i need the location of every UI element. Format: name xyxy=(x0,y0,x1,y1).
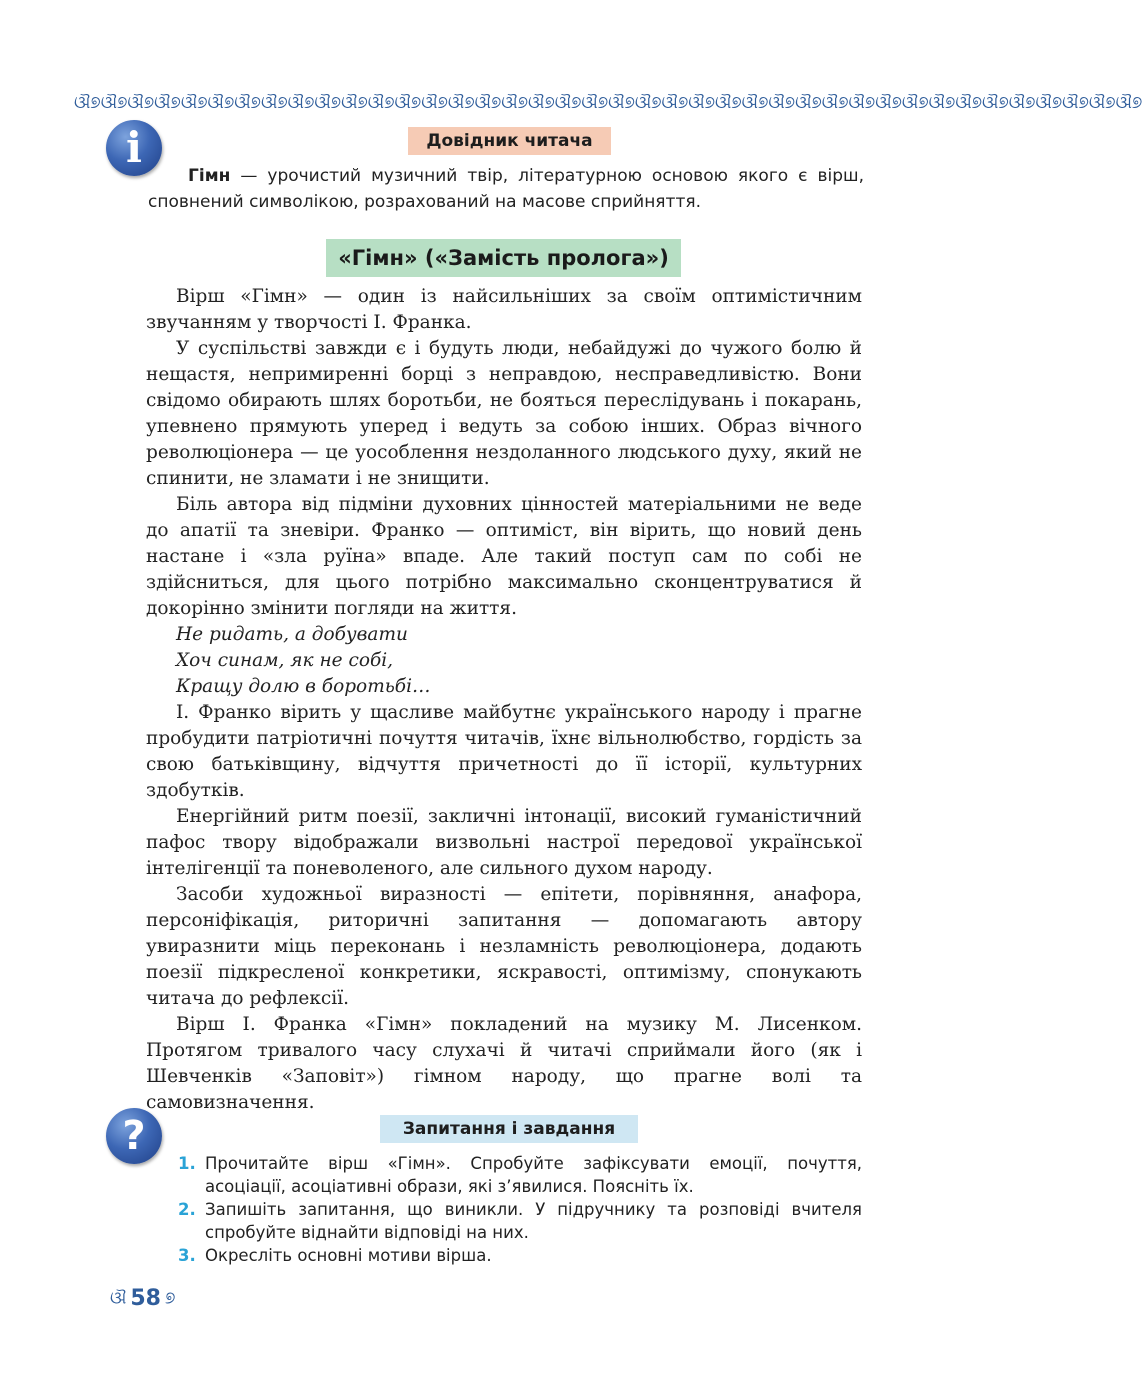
page-number-value: 58 xyxy=(130,1286,161,1311)
verse-line: Кращу долю в боротьбі… xyxy=(176,676,431,697)
page-number xyxy=(110,1286,175,1316)
reader-reference-label: Довідник читача xyxy=(408,127,611,155)
page-ornament-right: ୭ xyxy=(164,1288,176,1309)
top-ornament-border: ଔ୭ଔ୭ଔ୭ଔ୭ଔ୭ଔ୭ଔ୭ଔ୭ଔ୭ଔ୭ଔ୭ଔ୭ଔ୭ଔ୭ଔ୭ଔ୭ଔ୭ଔ୭ଔ୭ଔ୭ଔ୭ଔ୭ଔ୭ଔ୭ଔ୭ଔ୭ଔ୭ଔ୭ଔ୭ଔ୭ଔ୭ଔ୭ଔ୭ଔ୭ଔ୭ଔ୭ଔ୭ଔ୭ଔ୭ଔ୭ xyxy=(74,93,1142,113)
paragraph: Вірш «Гімн» — один із найсильніших за своїм оптимістичним звучанням у творчості І. Франка. xyxy=(146,286,862,333)
reference-definition-text: — урочистий музичний твір, літературною основою якого є вірш, сповнений символікою, розрахований на масове сприйняття. xyxy=(148,166,864,212)
questions-list xyxy=(178,1152,862,1267)
reference-definition xyxy=(148,163,864,215)
question-text: Прочитайте вірш «Гімн». Спробуйте зафіксувати емоції, почуття, асоціації, асоціативні образи, які з’явилися. Поясніть їх. xyxy=(205,1154,862,1196)
question-icon xyxy=(106,1108,162,1164)
page-ornament-left: ଔ xyxy=(110,1288,127,1309)
question-icon-glyph: ? xyxy=(122,1113,146,1159)
questions-label: Запитання і завдання xyxy=(380,1115,638,1143)
main-text xyxy=(146,284,862,1116)
question-item xyxy=(178,1152,862,1198)
paragraph: Вірш І. Франка «Гімн» покладений на музику М. Лисенком. Протягом тривалого часу слухачі й читачі сприймали його (як і Шевченків «Заповіт») гімном народу, що прагне волі та самовизначення. xyxy=(146,1014,862,1113)
verse-line: Не ридать, а добувати xyxy=(176,624,408,645)
verse-line: Хоч синам, як не собі, xyxy=(176,650,394,671)
question-number: 1. xyxy=(178,1154,196,1173)
paragraph: Енергійний ритм поезії, закличні інтонації, високий гуманістичний пафос твору відображали визвольні настрої передової української інтелігенції та поневоленого, але сильного духом народу. xyxy=(146,806,862,879)
section-title: «Гімн» («Замість пролога») xyxy=(326,239,681,277)
question-number: 2. xyxy=(178,1200,196,1219)
paragraph: У суспільстві завжди є і будуть люди, небайдужі до чужого болю й нещастя, непримиренні борці з неправдою, несправедливістю. Вони свідомо обирають шлях боротьби, не бояться переслідувань і покарань, упевнено прямують уперед і ведуть за собою інших. Образ вічного революціонера — це уособлення нездоланного людського духу, який не спинити, не зламати і не знищити. xyxy=(146,338,862,489)
question-item xyxy=(178,1244,862,1267)
question-number: 3. xyxy=(178,1246,196,1265)
paragraph: Біль автора від підміни духовних цінностей матеріальними не веде до апатії та зневіри. Франко — оптиміст, він вірить, що новий день настане і «зла руїна» впаде. Але такий поступ сам по собі не здійсниться, для цього потрібно максимально сконцентруватися й докорінно змінити погляди на життя. xyxy=(146,494,862,619)
question-item xyxy=(178,1198,862,1244)
question-text: Окресліть основні мотиви вірша. xyxy=(205,1246,492,1265)
question-text: Запишіть запитання, що виникли. У підручнику та розповіді вчителя спробуйте віднайти відповіді на них. xyxy=(205,1200,862,1242)
paragraph: І. Франко вірить у щасливе майбутнє українського народу і прагне пробудити патріотичні почуття читачів, їхнє вільнолюбство, гордість за свою батьківщину, відчуття причетності до її історії, культурних здобутків. xyxy=(146,702,862,801)
reference-term: Гімн xyxy=(188,166,231,186)
paragraph: Засоби художньої виразності — епітети, порівняння, анафора, персоніфікація, риторичні запитання — допомагають автору увиразнити міць переконань і незламність революціонера, додають поезії підкресленої конкретики, яскравості, оптимізму, спонукають читача до рефлексії. xyxy=(146,884,862,1009)
info-icon-glyph: i xyxy=(126,123,142,172)
